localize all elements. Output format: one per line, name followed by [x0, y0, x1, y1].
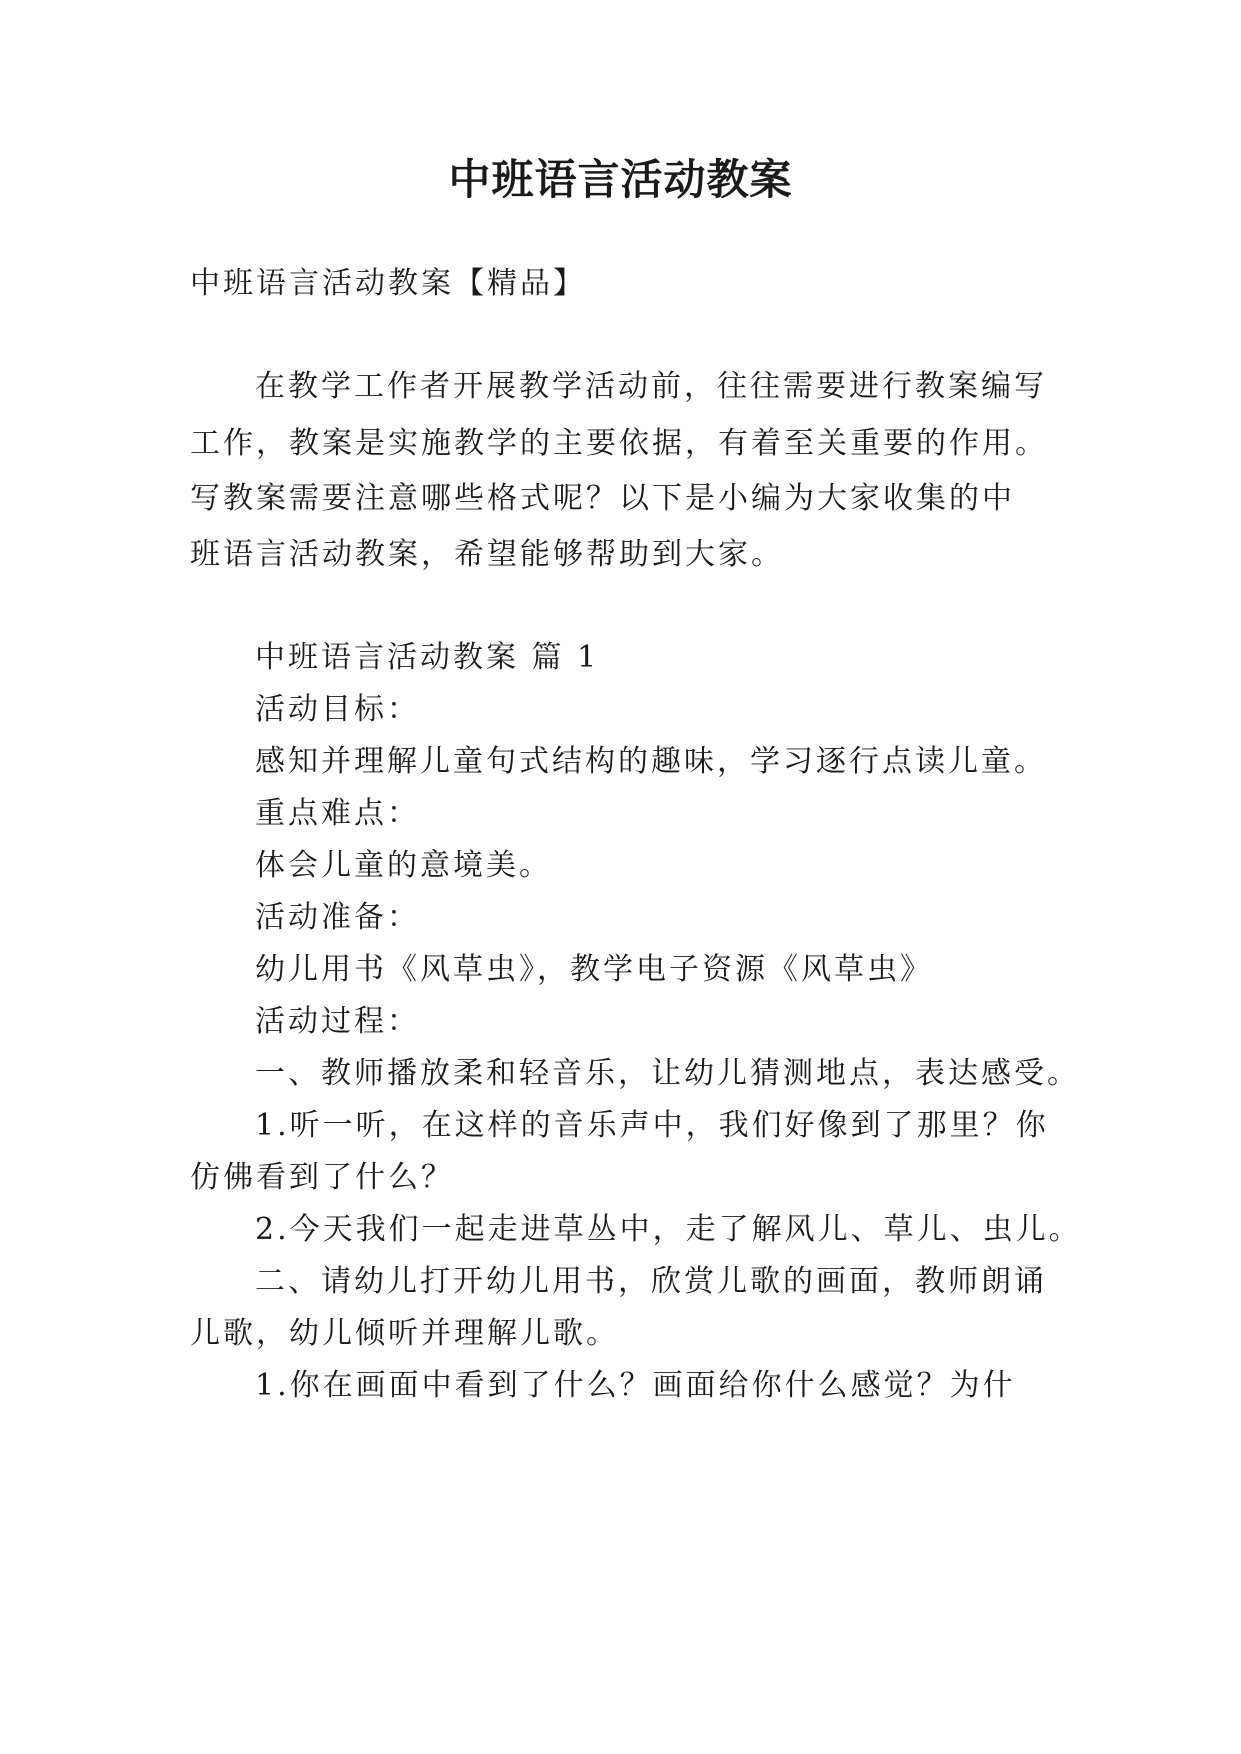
body-line: 幼儿用书《风草虫》，教学电子资源《风草虫》: [255, 952, 933, 987]
body-line: 1.听一听，在这样的音乐声中，我们好像到了那里？你: [255, 1108, 1049, 1143]
document-subtitle: 中班语言活动教案【精品】: [190, 266, 586, 301]
intro-line: 在教学工作者开展教学活动前，往往需要进行教案编写: [255, 369, 1047, 404]
section-heading: 中班语言活动教案 篇 1: [255, 640, 600, 675]
body-line: 活动过程：: [255, 1004, 420, 1039]
intro-line: 工作，教案是实施教学的主要依据，有着至关重要的作用。: [190, 426, 1048, 461]
body-line: 体会儿童的意境美。: [255, 848, 552, 883]
body-line: 儿歌，幼儿倾听并理解儿歌。: [190, 1316, 619, 1351]
body-line: 重点难点：: [255, 796, 420, 831]
body-line: 二、请幼儿打开幼儿用书，欣赏儿歌的画面，教师朗诵: [255, 1264, 1047, 1299]
intro-line: 班语言活动教案，希望能够帮助到大家。: [190, 537, 784, 572]
document-title: 中班语言活动教案: [448, 155, 793, 204]
intro-line: 写教案需要注意哪些格式呢？以下是小编为大家收集的中: [190, 481, 1015, 516]
body-line: 活动目标：: [255, 692, 420, 727]
body-line: 一、教师播放柔和轻音乐，让幼儿猜测地点，表达感受。: [255, 1056, 1080, 1091]
body-line: 感知并理解儿童句式结构的趣味，学习逐行点读儿童。: [255, 744, 1047, 779]
body-line: 仿佛看到了什么？: [190, 1160, 454, 1195]
body-line: 1.你在画面中看到了什么？画面给你什么感觉？为什: [255, 1368, 1016, 1403]
body-line: 活动准备：: [255, 900, 420, 935]
body-line: 2.今天我们一起走进草丛中，走了解风儿、草儿、虫儿。: [255, 1212, 1082, 1247]
